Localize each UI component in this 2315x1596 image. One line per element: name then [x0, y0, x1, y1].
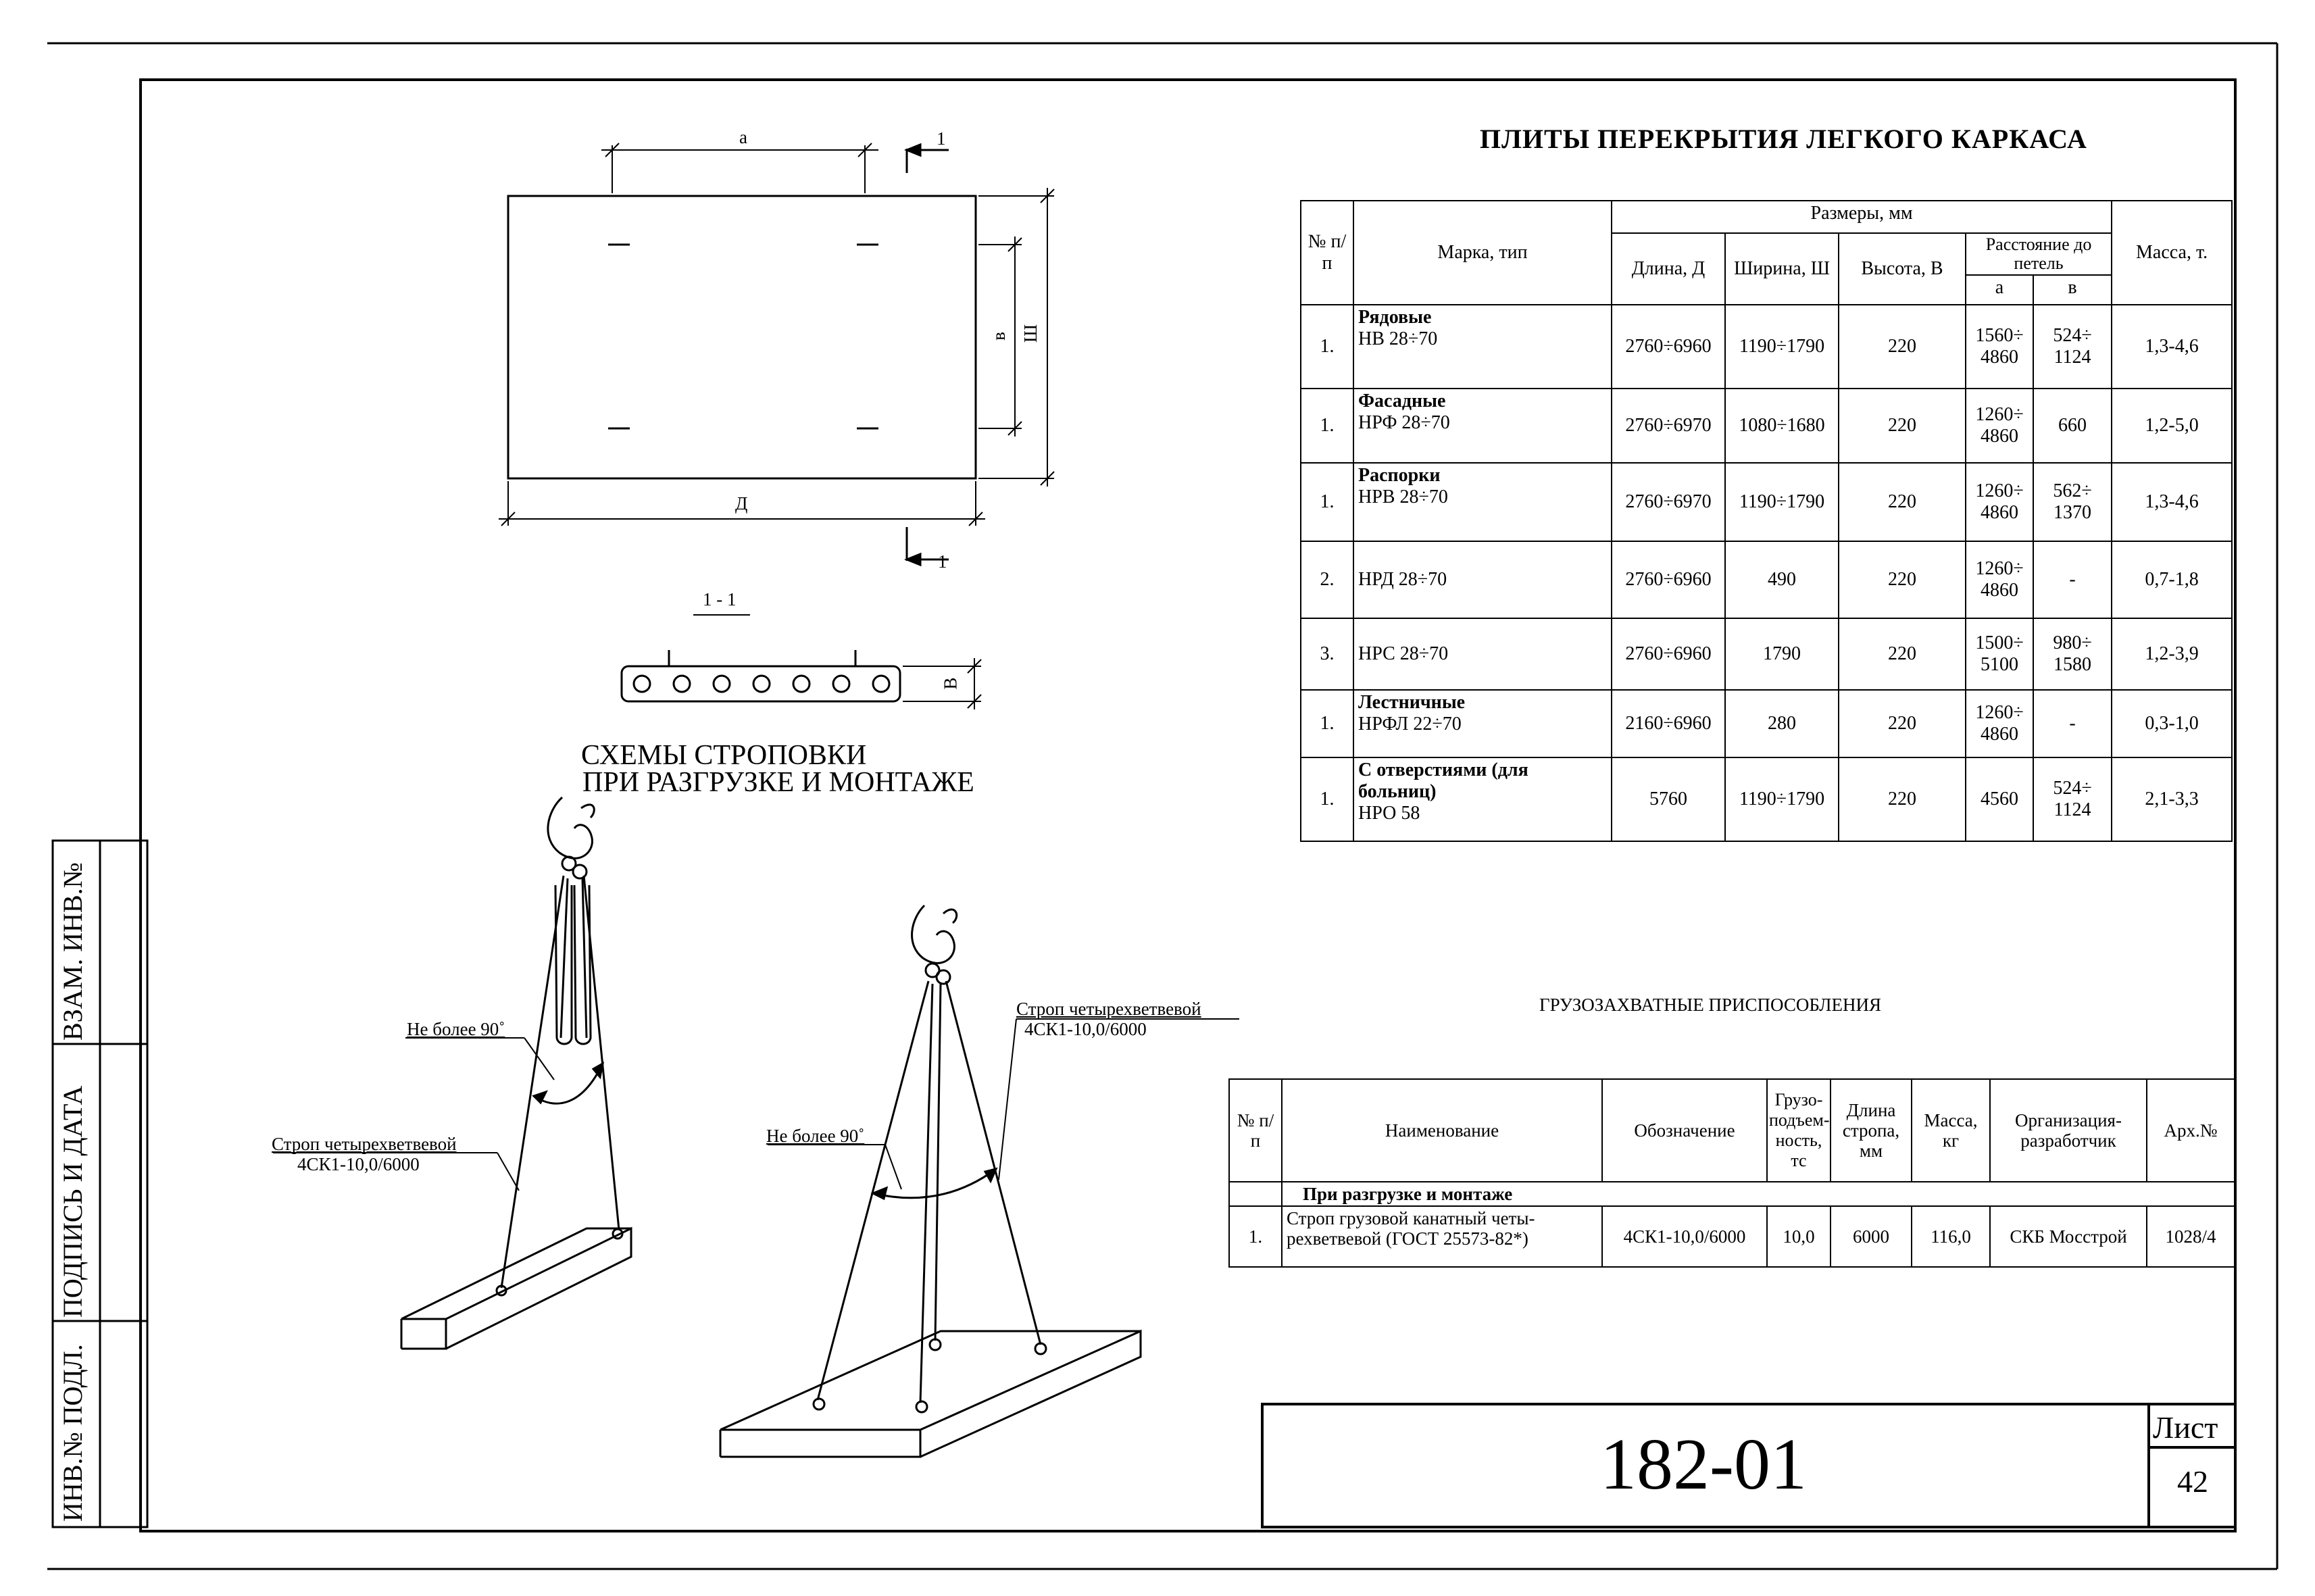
cell-mass: 0,7-1,8 — [2112, 541, 2232, 618]
cell-group: С отверстиями (для больниц) — [1358, 759, 1528, 802]
cell-num: 1. — [1301, 690, 1353, 757]
cell-height: 220 — [1839, 757, 1966, 841]
devices-header-arch: Арх.№ — [2147, 1079, 2235, 1182]
cell-mark — [1353, 463, 1612, 541]
cell-length: 2760÷6970 — [1612, 463, 1725, 541]
table-row — [1301, 618, 2232, 690]
table-row — [1229, 1206, 2235, 1267]
sling-note-2a: Строп четырехветвевой — [1016, 999, 1201, 1019]
cell-num: 1. — [1301, 757, 1353, 841]
devices-table — [1228, 1078, 2235, 1268]
cell-a: 1260÷ 4860 — [1966, 463, 2033, 541]
cell-a: 1260÷ 4860 — [1966, 541, 2033, 618]
cell-mark-text: НВ 28÷70 — [1358, 328, 1438, 349]
cell-mark-text: НРС 28÷70 — [1358, 643, 1449, 664]
devices-title: ГРУЗОЗАХВАТНЫЕ ПРИСПОСОБЛЕНИЯ — [1539, 995, 1881, 1015]
cell-b: 980÷ 1580 — [2033, 618, 2112, 690]
cell-width: 1190÷1790 — [1725, 463, 1839, 541]
cell-mass: 116,0 — [1912, 1206, 1990, 1267]
slinging-scheme-mounting — [720, 905, 1239, 1457]
sling-note-1b: 4СК1-10,0/6000 — [297, 1154, 420, 1174]
cell-mass: 0,3-1,0 — [2112, 690, 2232, 757]
cell-b: 660 — [2033, 389, 2112, 463]
dim-v-label: в — [988, 332, 1009, 341]
cell-length: 2760÷6960 — [1612, 305, 1725, 389]
header-num: № п/п — [1301, 201, 1353, 305]
cell-width: 1190÷1790 — [1725, 305, 1839, 389]
cell-mark — [1353, 389, 1612, 463]
cell-mark — [1353, 541, 1612, 618]
cell-length: 2160÷6960 — [1612, 690, 1725, 757]
cell-name: Строп грузовой канатный четы- рехветвевой (ГОСТ 25573-82*) — [1282, 1206, 1602, 1267]
cell-mass: 1,3-4,6 — [2112, 305, 2232, 389]
table-row — [1301, 541, 2232, 618]
header-width: Ширина, Ш — [1725, 233, 1839, 305]
cell-group: Распорки — [1358, 465, 1441, 486]
cell-height: 220 — [1839, 389, 1966, 463]
cell-a: 1500÷ 5100 — [1966, 618, 2033, 690]
sheet-label: Лист — [2153, 1410, 2218, 1445]
cell-height: 220 — [1839, 541, 1966, 618]
cell-height: 220 — [1839, 305, 1966, 389]
cell-mass: 2,1-3,3 — [2112, 757, 2232, 841]
page-title: ПЛИТЫ ПЕРЕКРЫТИЯ ЛЕГКОГО КАРКАСА — [1480, 124, 2087, 154]
cell-width: 1790 — [1725, 618, 1839, 690]
sling-note-2b: 4СК1-10,0/6000 — [1024, 1019, 1147, 1039]
cell-mass: 1,2-3,9 — [2112, 618, 2232, 690]
section-mark-bottom: 1 — [938, 551, 947, 572]
dim-sh-label: Ш — [1020, 324, 1041, 343]
slab-plan-view — [499, 143, 1054, 565]
cell-b: - — [2033, 541, 2112, 618]
cell-a: 4560 — [1966, 757, 2033, 841]
cell-num: 2. — [1301, 541, 1353, 618]
devices-header-org: Организация- разработчик — [1990, 1079, 2147, 1182]
cell-group: Фасадные — [1358, 391, 1446, 412]
slabs-table — [1300, 200, 2233, 842]
devices-header-designation: Обозначение — [1602, 1079, 1767, 1182]
dim-a-label: а — [739, 127, 747, 147]
cell-group: Рядовые — [1358, 307, 1432, 328]
header-length: Длина, Д — [1612, 233, 1725, 305]
cell-b: - — [2033, 690, 2112, 757]
schemes-title-2: ПРИ РАЗГРУЗКЕ И МОНТАЖЕ — [582, 767, 974, 798]
dim-B-label: В — [940, 677, 961, 690]
devices-header-mass: Масса, кг — [1912, 1079, 1990, 1182]
cell-num: 1. — [1229, 1206, 1282, 1267]
header-loop-b: в — [2033, 275, 2112, 305]
cell-a: 1260÷ 4860 — [1966, 389, 2033, 463]
cell-mark — [1353, 618, 1612, 690]
table-row — [1301, 463, 2232, 541]
dim-d-label: Д — [735, 493, 748, 514]
cell-width: 1190÷1790 — [1725, 757, 1839, 841]
cell-mark-text: НРО 58 — [1358, 803, 1420, 824]
header-height: Высота, В — [1839, 233, 1966, 305]
header-loops: Расстояние до петель — [1966, 233, 2112, 275]
cell-a: 1560÷ 4860 — [1966, 305, 2033, 389]
side-label-signature: ПОДПИСЬ И ДАТА — [57, 1085, 88, 1318]
table-row — [1301, 305, 2232, 389]
cell-width: 1080÷1680 — [1725, 389, 1839, 463]
devices-header-sling-length: Длина стропа, мм — [1831, 1079, 1912, 1182]
cell-arch: 1028/4 — [2147, 1206, 2235, 1267]
cell-mark-text: НРФ 28÷70 — [1358, 412, 1450, 433]
cell-b: 562÷ 1370 — [2033, 463, 2112, 541]
header-mark: Марка, тип — [1353, 201, 1612, 305]
devices-section: При разгрузке и монтаже — [1282, 1182, 2235, 1206]
cell-mark — [1353, 757, 1612, 841]
devices-header-name: Наименование — [1282, 1079, 1602, 1182]
cell-width: 280 — [1725, 690, 1839, 757]
sheet-number: 42 — [2177, 1464, 2208, 1499]
cell-mark — [1353, 690, 1612, 757]
header-loop-a: а — [1966, 275, 2033, 305]
cell-length: 2760÷6960 — [1612, 618, 1725, 690]
table-row — [1301, 389, 2232, 463]
table-row — [1301, 690, 2232, 757]
slinging-scheme-unloading — [273, 797, 631, 1349]
angle-note-1: Не более 90˚ — [407, 1019, 505, 1039]
devices-section-spacer — [1229, 1182, 1282, 1206]
section-label: 1 - 1 — [703, 589, 737, 609]
cell-height: 220 — [1839, 463, 1966, 541]
side-label-inv: ИНВ.№ ПОДЛ. — [57, 1344, 88, 1522]
cell-designation: 4СК1-10,0/6000 — [1602, 1206, 1767, 1267]
devices-header-capacity: Грузо- подъем- ность, тс — [1767, 1079, 1831, 1182]
cell-mass: 1,3-4,6 — [2112, 463, 2232, 541]
cell-mark-text: НРВ 28÷70 — [1358, 487, 1448, 507]
cell-a: 1260÷ 4860 — [1966, 690, 2033, 757]
cell-num: 1. — [1301, 389, 1353, 463]
header-mass: Масса, т. — [2112, 201, 2232, 305]
cell-length: 2760÷6970 — [1612, 389, 1725, 463]
cell-org: СКБ Мосстрой — [1990, 1206, 2147, 1267]
side-label-replace: ВЗАМ. ИНВ.№ — [57, 862, 88, 1041]
cell-b: 524÷ 1124 — [2033, 757, 2112, 841]
cell-width: 490 — [1725, 541, 1839, 618]
sling-note-1a: Строп четырехветвевой — [272, 1134, 457, 1154]
document-code: 182-01 — [1600, 1424, 1807, 1505]
schemes-title-1: СХЕМЫ СТРОПОВКИ — [581, 740, 867, 771]
cell-mark — [1353, 305, 1612, 389]
cell-length: 2760÷6960 — [1612, 541, 1725, 618]
cell-height: 220 — [1839, 690, 1966, 757]
devices-header-num: № п/п — [1229, 1079, 1282, 1182]
cell-mark-text: НРФЛ 22÷70 — [1358, 714, 1462, 734]
section-mark-top: 1 — [937, 128, 946, 149]
cell-mass: 1,2-5,0 — [2112, 389, 2232, 463]
cell-length: 5760 — [1612, 757, 1725, 841]
cell-num: 1. — [1301, 305, 1353, 389]
cell-sling-length: 6000 — [1831, 1206, 1912, 1267]
cell-capacity: 10,0 — [1767, 1206, 1831, 1267]
cell-height: 220 — [1839, 618, 1966, 690]
slab-section-view — [622, 615, 981, 709]
header-sizes: Размеры, мм — [1612, 201, 2112, 233]
cell-num: 1. — [1301, 463, 1353, 541]
cell-mark-text: НРД 28÷70 — [1358, 569, 1447, 590]
angle-note-2: Не более 90˚ — [766, 1126, 865, 1146]
cell-b: 524÷ 1124 — [2033, 305, 2112, 389]
table-row — [1301, 757, 2232, 841]
cell-group: Лестничные — [1358, 692, 1466, 713]
cell-num: 3. — [1301, 618, 1353, 690]
